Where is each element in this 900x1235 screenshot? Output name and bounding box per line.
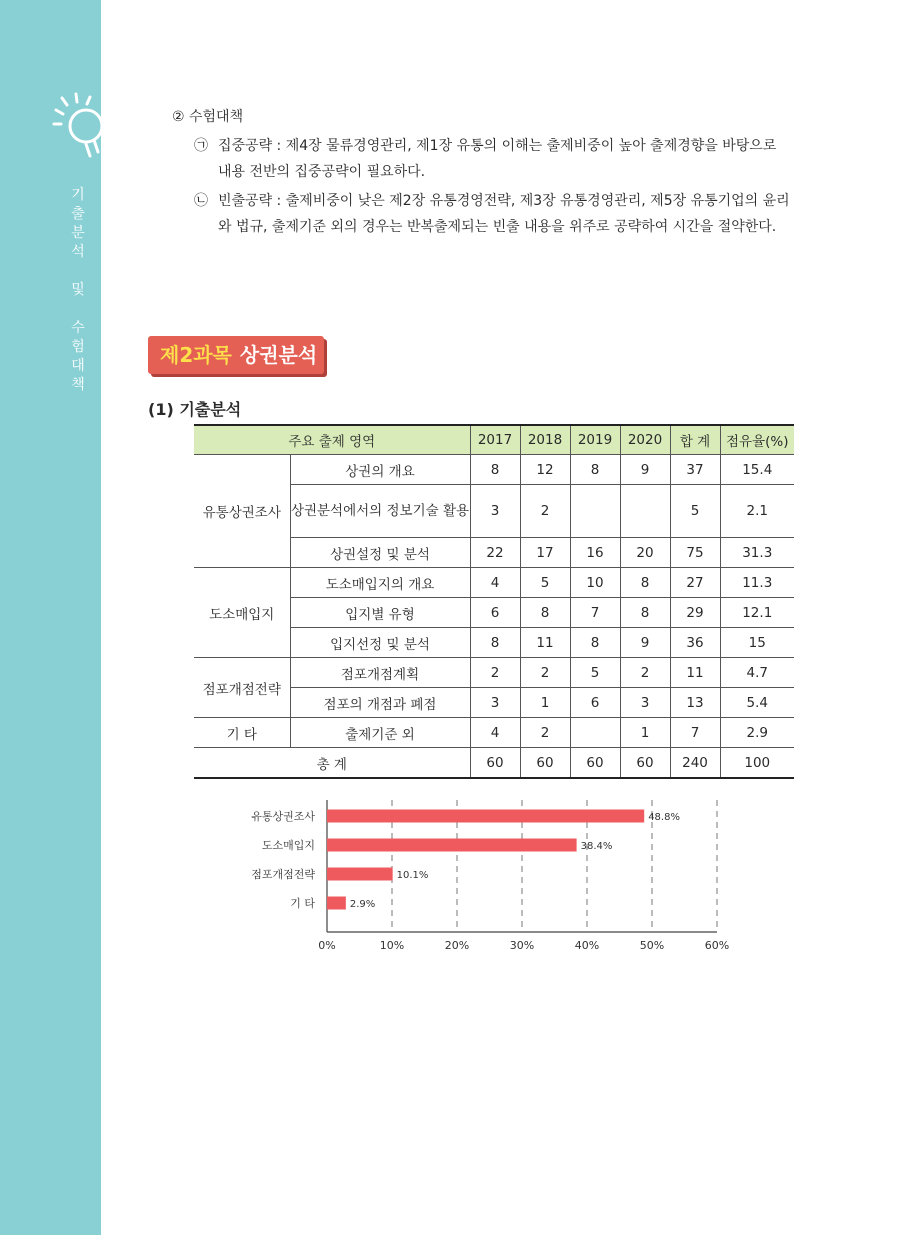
exam-strategy — [172, 104, 794, 243]
subcategory-cell: 도소매입지의 개요 — [290, 568, 470, 598]
value-cell: 8 — [570, 455, 620, 485]
sidebar-char: 석 — [71, 244, 85, 260]
value-cell: 16 — [570, 538, 620, 568]
value-cell: 3 — [620, 688, 670, 718]
table-row — [194, 568, 794, 598]
lightbulb-icon — [50, 92, 106, 164]
item-marker: ㉠ — [194, 138, 208, 154]
value-cell — [570, 718, 620, 748]
table-row — [194, 658, 794, 688]
value-cell: 6 — [470, 598, 520, 628]
strategy-item — [172, 188, 794, 240]
share-cell: 4.7 — [720, 658, 794, 688]
value-cell: 2 — [520, 658, 570, 688]
total-label-cell: 총 계 — [194, 748, 470, 779]
data-label: 2.9% — [349, 899, 376, 910]
item-text: 집중공략 : 제4장 물류경영관리, 제1장 유통의 이해는 출제비중이 높아 출제경향을 바탕으로 내용 전반의 집중공략이 필요하다. — [218, 138, 777, 180]
section-number: 제2과목 — [160, 343, 232, 367]
subcategory-cell: 입지선정 및 분석 — [290, 628, 470, 658]
header-area: 주요 출제 영역 — [194, 425, 470, 455]
value-cell: 60 — [470, 748, 520, 779]
table-row — [194, 455, 794, 485]
value-cell: 8 — [470, 628, 520, 658]
subheading: (1) 기출분석 — [148, 400, 242, 419]
value-cell: 9 — [620, 628, 670, 658]
table-total-row — [194, 748, 794, 779]
header-total: 합 계 — [670, 425, 720, 455]
share-cell: 100 — [720, 748, 794, 779]
value-cell: 12 — [520, 455, 570, 485]
value-cell: 2 — [520, 485, 570, 538]
total-cell: 37 — [670, 455, 720, 485]
category-cell: 도소매입지 — [194, 568, 290, 658]
x-tick-label: 10% — [379, 939, 405, 952]
value-cell: 3 — [470, 485, 520, 538]
sidebar-char: 수 — [71, 320, 85, 336]
x-tick-label: 30% — [509, 939, 535, 952]
share-cell: 5.4 — [720, 688, 794, 718]
category-label: 도소매입지 — [261, 839, 315, 852]
section-title: 상권분석 — [239, 343, 318, 367]
total-cell: 240 — [670, 748, 720, 779]
x-tick-label: 20% — [444, 939, 470, 952]
total-cell: 27 — [670, 568, 720, 598]
total-cell: 36 — [670, 628, 720, 658]
value-cell: 11 — [520, 628, 570, 658]
share-cell: 2.1 — [720, 485, 794, 538]
header-year: 2019 — [570, 425, 620, 455]
subcategory-cell: 상권의 개요 — [290, 455, 470, 485]
value-cell: 8 — [570, 628, 620, 658]
value-cell: 6 — [570, 688, 620, 718]
value-cell: 4 — [470, 718, 520, 748]
share-cell: 31.3 — [720, 538, 794, 568]
value-cell — [570, 485, 620, 538]
x-tick-label: 40% — [574, 939, 600, 952]
x-tick-label: 50% — [639, 939, 665, 952]
category-label: 기 타 — [290, 897, 315, 910]
share-bar-chart — [210, 792, 750, 962]
header-share: 점유율(%) — [720, 425, 794, 455]
section-title-badge — [148, 336, 324, 374]
value-cell: 2 — [470, 658, 520, 688]
item-text: 빈출공략 : 출제비중이 낮은 제2장 유통경영전략, 제3장 유통경영관리, 제5장 유통기업의 윤리와 법규, 출제기준 외의 경우는 반복출제되는 빈출 내용을 위주로 공략하여 시간을 절약한다. — [218, 193, 790, 235]
subcategory-cell: 점포개점계획 — [290, 658, 470, 688]
value-cell: 2 — [520, 718, 570, 748]
sidebar-char: 대 — [71, 358, 85, 374]
value-cell: 1 — [520, 688, 570, 718]
value-cell: 1 — [620, 718, 670, 748]
sidebar-char: 출 — [71, 206, 85, 222]
sidebar-char: 기 — [71, 187, 85, 203]
value-cell: 4 — [470, 568, 520, 598]
total-cell: 75 — [670, 538, 720, 568]
sidebar-char: 험 — [71, 339, 85, 355]
value-cell — [620, 485, 670, 538]
value-cell: 20 — [620, 538, 670, 568]
category-label: 유통상권조사 — [251, 810, 315, 823]
data-label: 10.1% — [396, 870, 429, 881]
value-cell: 10 — [570, 568, 620, 598]
header-year: 2017 — [470, 425, 520, 455]
value-cell: 17 — [520, 538, 570, 568]
header-year: 2020 — [620, 425, 670, 455]
sidebar — [0, 0, 101, 1235]
strategy-heading: ② 수험대책 — [172, 109, 244, 125]
table-row — [194, 718, 794, 748]
bar — [327, 897, 346, 910]
value-cell: 5 — [520, 568, 570, 598]
bar — [327, 810, 644, 823]
exam-frequency-table — [194, 424, 794, 779]
total-cell: 11 — [670, 658, 720, 688]
sidebar-char: 및 — [71, 282, 85, 298]
sidebar-gap — [68, 262, 88, 281]
category-cell: 기 타 — [194, 718, 290, 748]
bar — [327, 868, 393, 881]
category-cell: 유통상권조사 — [194, 455, 290, 568]
subcategory-cell: 출제기준 외 — [290, 718, 470, 748]
subcategory-cell: 상권설정 및 분석 — [290, 538, 470, 568]
category-cell: 점포개점전략 — [194, 658, 290, 718]
category-label: 점포개점전략 — [251, 868, 315, 881]
sidebar-char: 분 — [71, 225, 85, 241]
table-header-row — [194, 425, 794, 455]
value-cell: 7 — [570, 598, 620, 628]
value-cell: 8 — [470, 455, 520, 485]
subcategory-cell: 점포의 개점과 폐점 — [290, 688, 470, 718]
bar — [327, 839, 577, 852]
share-cell: 12.1 — [720, 598, 794, 628]
total-cell: 29 — [670, 598, 720, 628]
value-cell: 60 — [620, 748, 670, 779]
value-cell: 5 — [570, 658, 620, 688]
share-cell: 11.3 — [720, 568, 794, 598]
value-cell: 60 — [520, 748, 570, 779]
sidebar-vertical-title — [68, 186, 88, 395]
sidebar-gap — [68, 300, 88, 319]
value-cell: 8 — [620, 598, 670, 628]
value-cell: 60 — [570, 748, 620, 779]
item-marker: ㉡ — [194, 193, 208, 209]
value-cell: 3 — [470, 688, 520, 718]
subcategory-cell: 상권분석에서의 정보기술 활용 — [290, 485, 470, 538]
value-cell: 22 — [470, 538, 520, 568]
total-cell: 13 — [670, 688, 720, 718]
share-cell: 2.9 — [720, 718, 794, 748]
strategy-item — [172, 133, 794, 185]
header-year: 2018 — [520, 425, 570, 455]
share-cell: 15.4 — [720, 455, 794, 485]
value-cell: 2 — [620, 658, 670, 688]
data-label: 38.4% — [580, 841, 613, 852]
sidebar-char: 책 — [71, 377, 85, 393]
value-cell: 8 — [620, 568, 670, 598]
x-tick-label: 0% — [318, 939, 336, 952]
value-cell: 8 — [520, 598, 570, 628]
total-cell: 5 — [670, 485, 720, 538]
value-cell: 9 — [620, 455, 670, 485]
total-cell: 7 — [670, 718, 720, 748]
share-cell: 15 — [720, 628, 794, 658]
subcategory-cell: 입지별 유형 — [290, 598, 470, 628]
data-label: 48.8% — [648, 812, 680, 823]
x-tick-label: 60% — [704, 939, 730, 952]
